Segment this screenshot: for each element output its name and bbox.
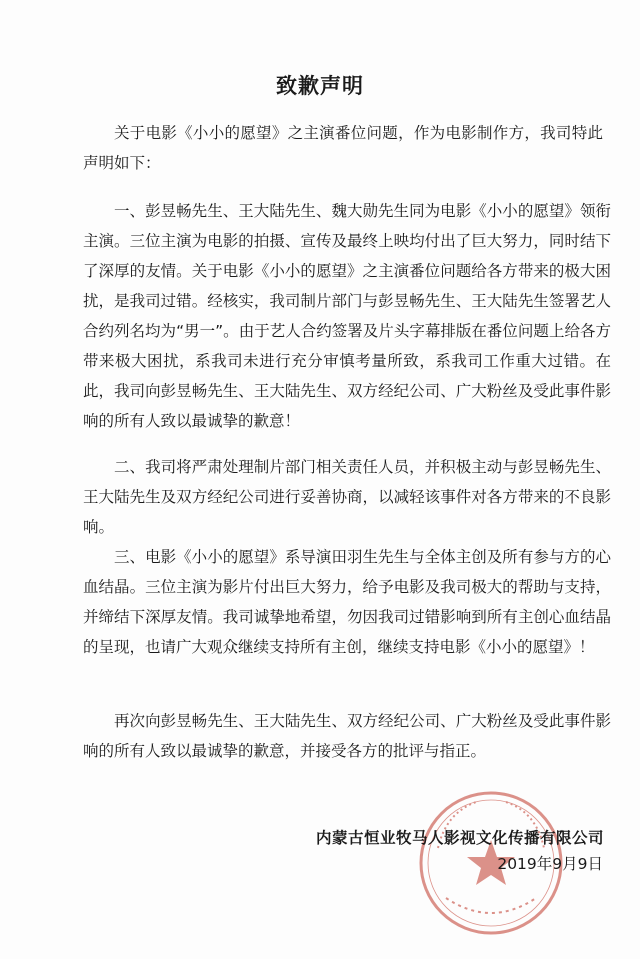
intro-paragraph: 关于电影《小小的愿望》之主演番位问题，作为电影制作方，我司特此声明如下： <box>83 124 603 172</box>
paragraph-one: 一、彭昱畅先生、王大陆先生、魏大勋先生同为电影《小小的愿望》领衔主演。三位主演为电影的拍摄、宣传及最终上映均付出了巨大努力，同时结下了深厚的友情。关于电影《小小的愿望》之主演番位问题给各方带来的极大困扰，是我司过错。经核实，我司制片部门与彭昱畅先生、王大陆先生签署艺人合约列名均为“男一”。由于艺人合约签署及片头字幕排版在番位问题上给各方带来极大困扰，系我司未进行充分审慎考量所致，系我司工作重大过错。在此，我司向彭昱畅先生、王大陆先生、双方经纪公司、广大粉丝及受此事件影响的所有人致以最诚挚的歉意！ <box>83 202 611 430</box>
document-title: 致歉声明 <box>276 74 364 98</box>
document-date: 2019年9月9日 <box>497 855 603 873</box>
paragraph-three: 三、电影《小小的愿望》系导演田羽生先生与全体主创及所有参与方的心血结晶。三位主演为影片付出巨大努力，给予电影及我司极大的帮助与支持，并缔结下深厚友情。我司诚挚地希望，勿因我司过错影响到所有主创心血结晶的呈现，也请广大观众继续支持所有主创，继续支持电影《小小的愿望》！ <box>83 548 611 656</box>
closing-paragraph: 再次向彭昱畅先生、王大陆先生、双方经纪公司、广大粉丝及受此事件影响的所有人致以最诚挚的歉意，并接受各方的批评与指正。 <box>83 712 611 760</box>
company-name: 内蒙古恒业牧马人影视文化传播有限公司 <box>315 829 604 847</box>
paragraph-two: 二、我司将严肃处理制片部门相关责任人员，并积极主动与彭昱畅先生、王大陆先生及双方经纪公司进行妥善协商，以减轻该事件对各方带来的不良影响。 <box>83 458 611 536</box>
